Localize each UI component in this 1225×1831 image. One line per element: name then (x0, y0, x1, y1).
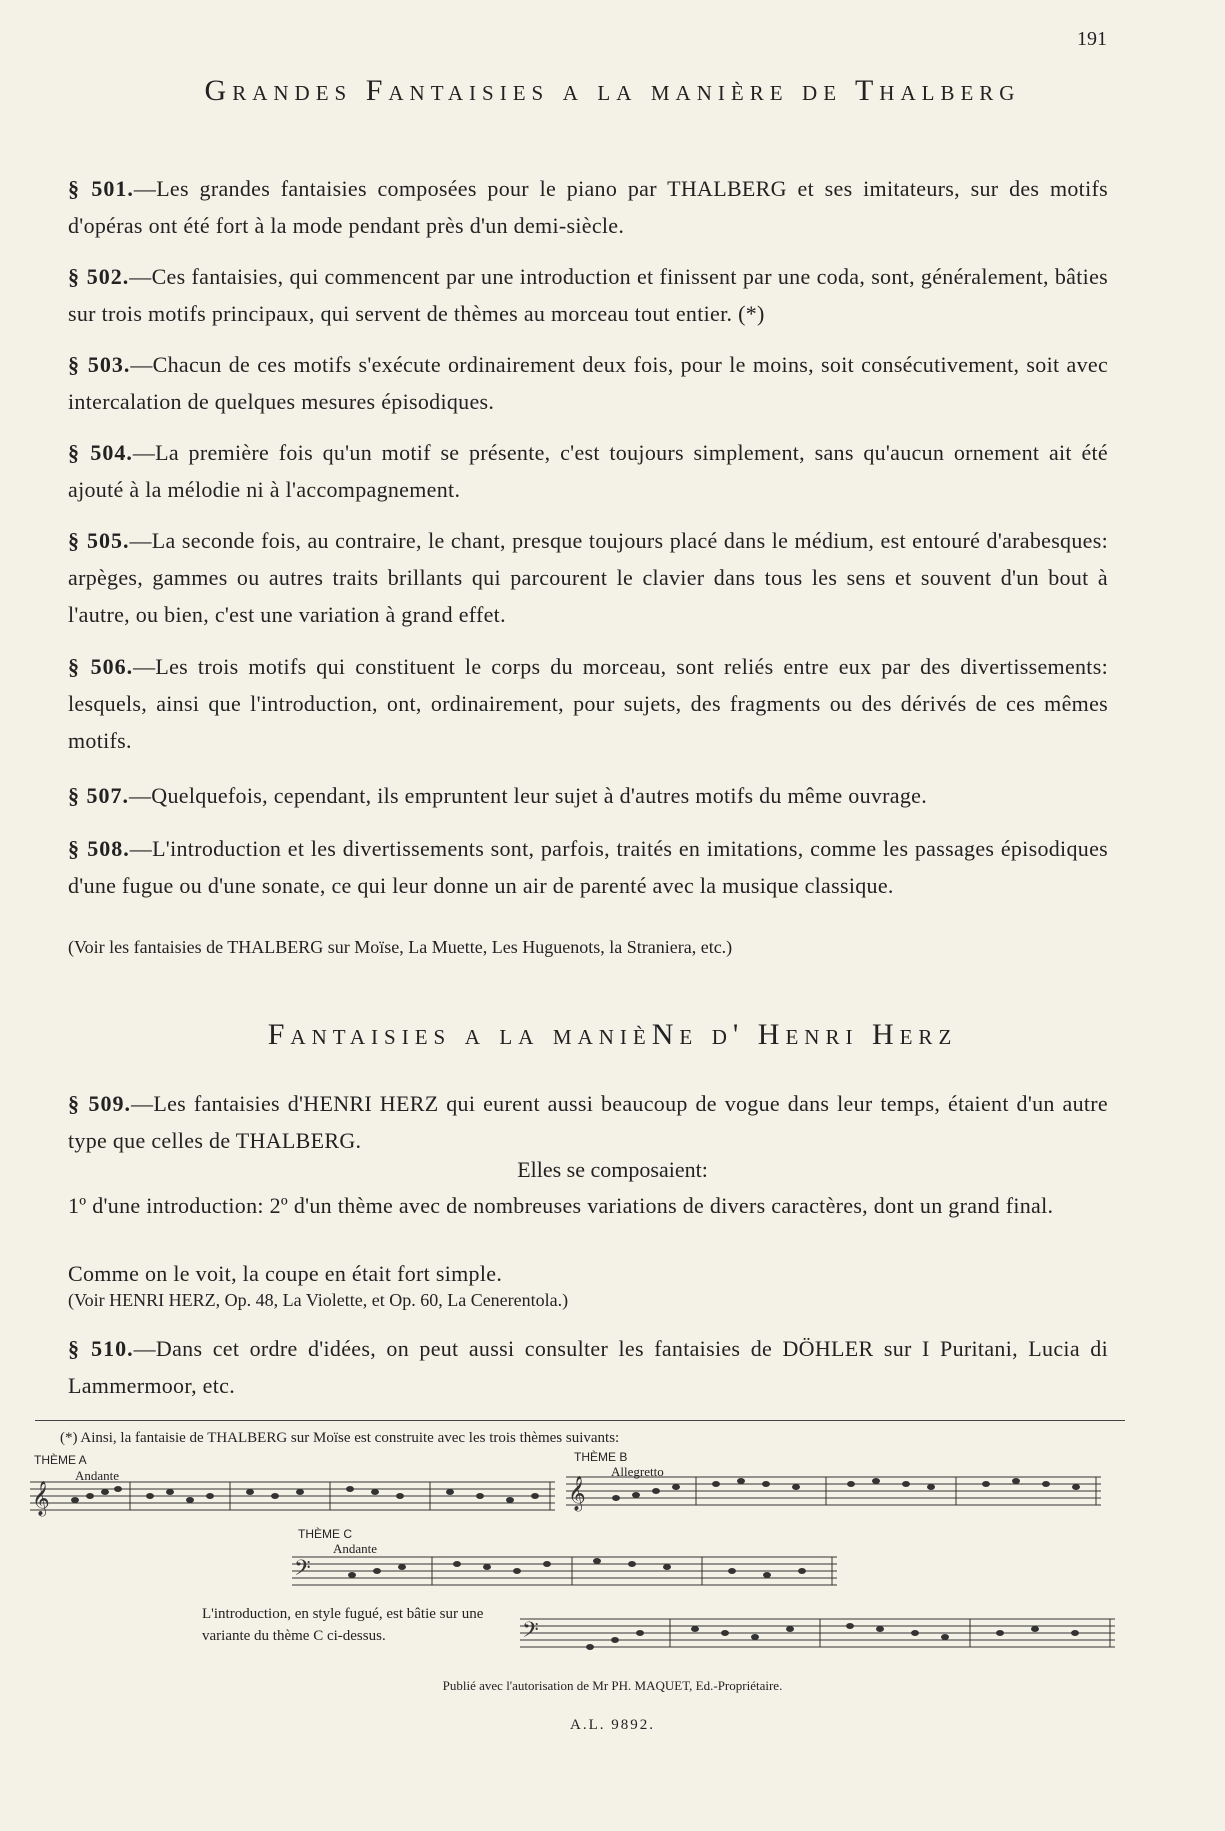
paragraph-508 (68, 830, 1108, 904)
theme-a-tempo: Andante (75, 1468, 120, 1483)
section-number: § 501. (68, 176, 134, 201)
section-number: § 502. (68, 264, 130, 289)
section-number: § 504. (68, 440, 133, 465)
thalberg-reference-note: (Voir les fantaisies de THALBERG sur Moïse, La Muette, Les Huguenots, la Straniera, etc.) (68, 937, 733, 957)
section-title-herz: Fantaisies a la manièNe d' Henri Herz (267, 1018, 958, 1051)
introduction-caption: L'introduction, en style fugué, est bâtie sur une variante du thème C ci-dessus. (202, 1606, 484, 1644)
paragraph-text: —L'introduction et les divertissements sont, parfois, traités en imitations, comme les passages épisodiques d'une fugue ou d'une sonate, ce qui leur donne un air de parenté avec la musique classique. (68, 836, 1108, 898)
section-number: § 506. (68, 654, 134, 679)
paragraph-text: —Ces fantaisies, qui commencent par une introduction et finissent par une coda, sont, généralement, bâties sur trois motifs principaux, qui servent de thèmes au morceau tout entier. (*) (68, 264, 1108, 326)
svg-text:𝄞: 𝄞 (568, 1477, 586, 1510)
paragraph-506 (68, 648, 1108, 759)
paragraph-504 (68, 434, 1108, 508)
theme-c-tempo: Andante (333, 1541, 378, 1556)
svg-text:𝄞: 𝄞 (32, 1482, 50, 1515)
herz-list: 1º d'une introduction: 2º d'un thème avec de nombreuses variations de divers caractères, dont un grand final. (68, 1193, 1054, 1218)
svg-text:𝄢: 𝄢 (294, 1556, 311, 1585)
paragraph-text: —Les grandes fantaisies composées pour le piano par THALBERG et ses imitateurs, sur des motifs d'opéras ont été fort à la mode pendant près d'un demi-siècle. (68, 176, 1108, 238)
section-number: § 503. (68, 352, 131, 377)
section-number: § 505. (68, 528, 130, 553)
theme-a-staff (30, 1470, 560, 1530)
paragraph-text: —Les fantaisies d'HENRI HERZ qui eurent aussi beaucoup de vogue dans leur temps, étaient d'un autre type que celles de THALBERG. (68, 1091, 1109, 1153)
paragraph-text: —Chacun de ces motifs s'exécute ordinairement deux fois, pour le moins, soit consécutivement, soit avec intercalation de quelques mesures épisodiques. (68, 352, 1109, 414)
section-number: § 509. (68, 1091, 132, 1116)
herz-coupe: Comme on le voit, la coupe en était fort simple. (68, 1261, 503, 1286)
theme-c-label: THÈME C (298, 1527, 352, 1541)
paragraph-507 (68, 777, 1108, 814)
section-title-thalberg: Grandes Fantaisies a la manière de Thalberg (204, 74, 1021, 107)
footnote-separator (35, 1420, 1125, 1421)
paragraph-503 (68, 346, 1108, 420)
svg-text:𝄢: 𝄢 (522, 1618, 539, 1647)
introduction-staff (520, 1607, 1120, 1667)
paragraph-505 (68, 522, 1108, 633)
publisher-line: Publié avec l'autorisation de Mr PH. MAQUET, Ed.-Propriétaire. (442, 1678, 783, 1693)
herz-reference-note: (Voir HENRI HERZ, Op. 48, La Violette, et Op. 60, La Cenerentola.) (68, 1290, 569, 1310)
paragraph-510 (68, 1330, 1108, 1404)
section-number: § 510. (68, 1336, 134, 1361)
theme-a-label: THÈME A (34, 1453, 87, 1467)
herz-composed-heading: Elles se composaient: (517, 1157, 708, 1182)
paragraph-text: —La seconde fois, au contraire, le chant, presque toujours placé dans le médium, est entouré d'arabesques: arpèges, gammes ou autres traits brillants qui parcourent le clavier dans tous les sens et souvent d'un bout à l'autre, ou bien, c'est une variation à grand effet. (68, 528, 1108, 627)
section-number: § 507. (68, 783, 129, 808)
theme-c-staff (292, 1545, 852, 1605)
footnote-text: (*) Ainsi, la fantaisie de THALBERG sur Moïse est construite avec les trois thèmes suivants: (60, 1430, 620, 1446)
plate-number: A.L. 9892. (570, 1717, 655, 1733)
paragraph-509 (68, 1085, 1108, 1159)
theme-b-label: THÈME B (574, 1450, 628, 1464)
paragraph-text: —Dans cet ordre d'idées, on peut aussi consulter les fantaisies de DÖHLER sur I Puritani, Lucia di Lammermoor, etc. (68, 1336, 1108, 1398)
section-number: § 508. (68, 836, 130, 861)
paragraph-text: —Quelquefois, cependant, ils empruntent leur sujet à d'autres motifs du même ouvrage. (129, 783, 928, 808)
paragraph-text: —Les trois motifs qui constituent le corps du morceau, sont reliés entre eux par des divertissements: lesquels, ainsi que l'introduction, ont, ordinairement, pour sujets, des fragments ou des dérivés de ces mêmes motifs. (68, 654, 1108, 753)
paragraph-501 (68, 170, 1108, 244)
paragraph-502 (68, 258, 1108, 332)
theme-b-tempo: Allegretto (611, 1464, 664, 1479)
theme-b-staff (566, 1465, 1106, 1525)
paragraph-text: —La première fois qu'un motif se présente, c'est toujours simplement, sans qu'aucun ornement ait été ajouté à la mélodie ni à l'accompagnement. (68, 440, 1108, 502)
page-number: 191 (1077, 28, 1107, 50)
